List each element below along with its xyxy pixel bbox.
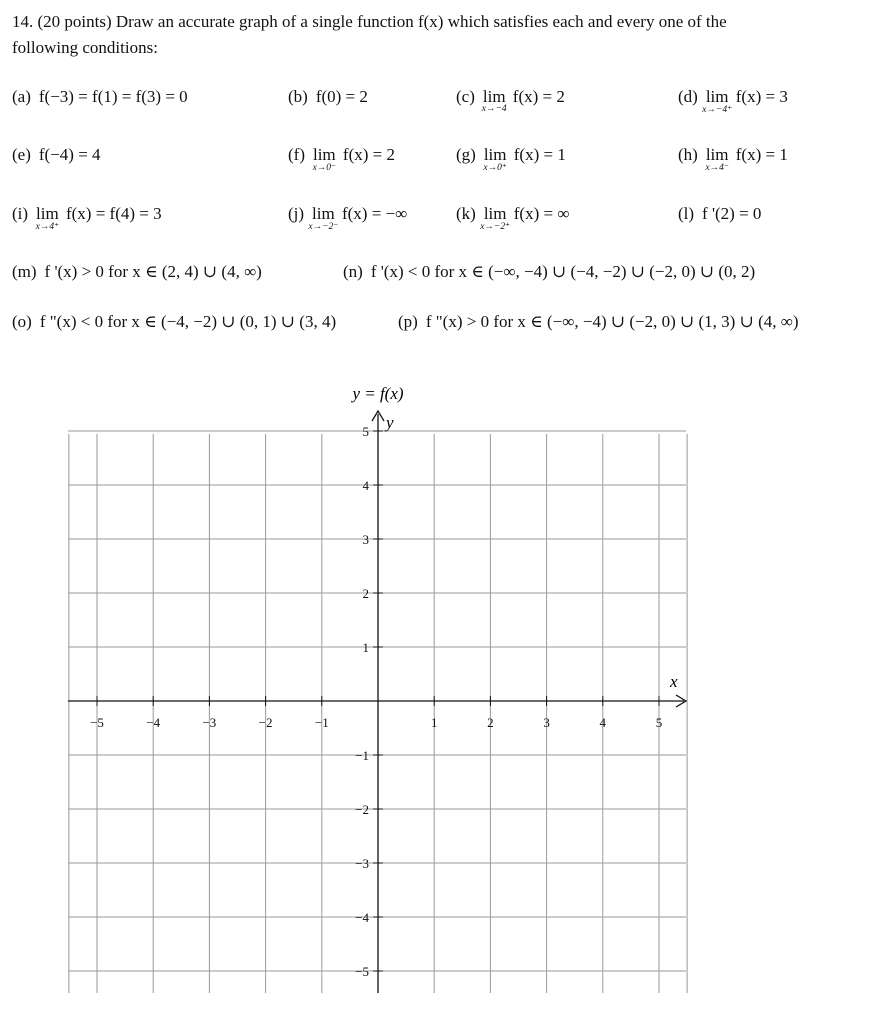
y-tick-label: −2 (355, 802, 369, 817)
y-tick-label: −1 (355, 748, 369, 763)
x-tick-label: 1 (430, 715, 438, 730)
x-tick-label: 4 (599, 715, 607, 730)
x-tick-label: −5 (90, 715, 104, 730)
y-axis-label: y (386, 413, 394, 432)
condition-e: (e) f(−4) = 4 (12, 145, 101, 164)
condition-p: (p) f "(x) > 0 for x ∈ (−∞, −4) ∪ (−2, 0) ∪ (1, 3) ∪ (4, ∞) (398, 312, 799, 331)
x-tick-label: 5 (655, 715, 663, 730)
condition-o: (o) f "(x) < 0 for x ∈ (−4, −2) ∪ (0, 1) ∪ (3, 4) (12, 312, 337, 331)
problem-statement-line-1: 14. (20 points) Draw an accurate graph of a single function f(x) which satisfies each and every one of the (12, 12, 727, 31)
y-tick-label: −5 (355, 964, 369, 979)
condition-j: (j) lim x→−2⁻ f(x) = −∞ (288, 204, 408, 232)
x-tick-label: −2 (258, 715, 273, 730)
condition-m: (m) f '(x) > 0 for x ∈ (2, 4) ∪ (4, ∞) (12, 262, 262, 281)
condition-i: (i) lim x→4⁺ f(x) = f(4) = 3 (12, 204, 162, 232)
x-tick-label: −4 (146, 715, 161, 730)
condition-a: (a) f(−3) = f(1) = f(3) = 0 (12, 87, 188, 106)
chart-title: y = f(x) (352, 384, 404, 403)
condition-f: (f) lim x→0⁻ f(x) = 2 (288, 145, 395, 173)
x-tick-label: 3 (543, 715, 550, 730)
condition-d: (d) lim x→−4⁺ f(x) = 3 (678, 87, 788, 115)
condition-g: (g) lim x→0⁺ f(x) = 1 (456, 145, 566, 173)
x-tick-label: −3 (202, 715, 217, 730)
x-axis-label: x (670, 672, 678, 691)
y-tick-label: −3 (355, 856, 369, 871)
condition-l: (l) f '(2) = 0 (678, 204, 762, 223)
y-tick-label: 5 (362, 424, 369, 439)
condition-b: (b) f(0) = 2 (288, 87, 368, 106)
condition-k: (k) lim x→−2⁺ f(x) = ∞ (456, 204, 570, 232)
y-tick-label: 4 (362, 478, 369, 493)
y-tick-label: 3 (362, 532, 369, 547)
x-tick-label: −1 (314, 715, 329, 730)
condition-n: (n) f '(x) < 0 for x ∈ (−∞, −4) ∪ (−4, −2) ∪ (−2, 0) ∪ (0, 2) (343, 262, 756, 281)
condition-c: (c) lim x→−4 f(x) = 2 (456, 87, 565, 114)
x-tick-label: 2 (487, 715, 494, 730)
condition-h: (h) lim x→4⁻ f(x) = 1 (678, 145, 788, 173)
problem-statement-line-2: following conditions: (12, 38, 158, 57)
y-tick-label: −4 (355, 910, 369, 925)
y-tick-label: 2 (362, 586, 369, 601)
y-tick-label: 1 (362, 640, 369, 655)
